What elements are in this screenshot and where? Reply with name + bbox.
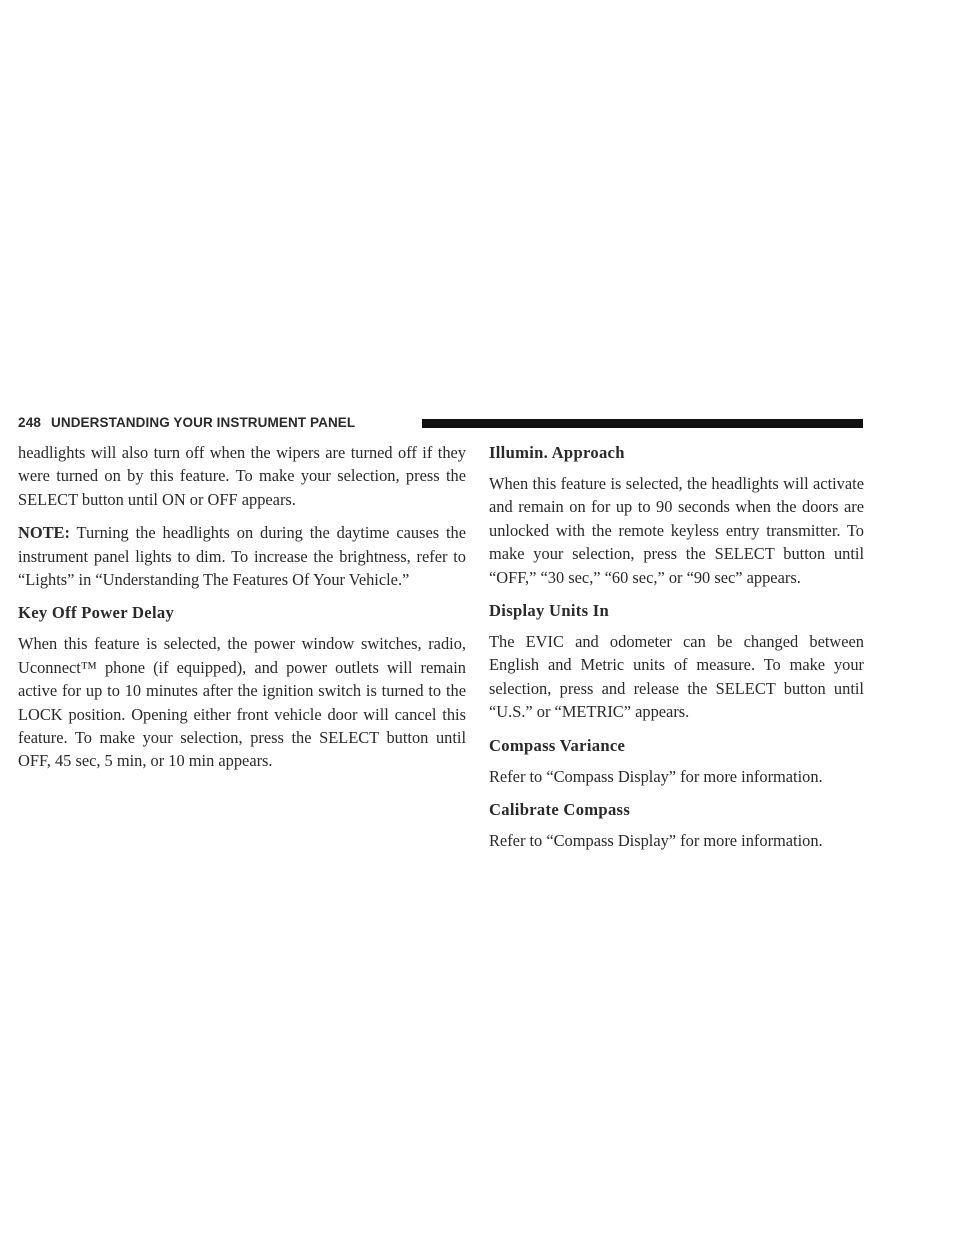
illumin-approach-heading: Illumin. Approach: [489, 443, 625, 462]
note-paragraph: [18, 521, 466, 591]
header-rule: [422, 419, 863, 428]
calibrate-compass-text: Refer to “Compass Display” for more information.: [489, 831, 823, 851]
calibrate-compass-heading: Calibrate Compass: [489, 800, 631, 820]
note-text: Turning the headlights on during the daytime causes the instrument panel lights to dim. To increase the brightness, refer to “Lights” in “Understanding The Features Of Your Vehicle.”: [18, 523, 466, 590]
key-off-power-delay-heading: Key Off Power Delay: [18, 603, 175, 623]
right-column: [489, 441, 864, 862]
illumin-approach-text: When this feature is selected, the headlights will activate and remain on for up to 90 seconds when the doors are unlocked with the remote keyless entry transmitter. To make your selection, press the SELECT button until “OFF,” “30 sec,” “60 sec,” or “90 sec” appears.: [489, 474, 864, 587]
compass-variance-text: Refer to “Compass Display” for more information.: [489, 766, 823, 786]
key-off-power-delay-text: When this feature is selected, the power window switches, radio, Uconnect™ phone (if equipped), and power outlets will remain active for up to 10 minutes after the ignition switch is turned to the LOCK position. Opening either front vehicle door will cancel this feature. To make your selection, press the SELECT button until OFF, 45 sec, 5 min, or 10 min appears.: [18, 634, 466, 771]
section-title: UNDERSTANDING YOUR INSTRUMENT PANEL: [51, 415, 356, 430]
continuation-paragraph: headlights will also turn off when the wipers are turned off if they were turned on by this feature. To make your selection, press the SELECT button until ON or OFF appears.: [18, 443, 466, 509]
left-column: [18, 441, 466, 783]
page-number: 248: [18, 415, 42, 430]
display-units-text: The EVIC and odometer can be changed between English and Metric units of measure. To make your selection, press and release the SELECT button until “U.S.” or “METRIC” appears.: [489, 632, 864, 722]
compass-variance-heading: Compass Variance: [489, 735, 626, 755]
display-units-heading: Display Units In: [489, 601, 610, 621]
note-label: NOTE:: [18, 523, 70, 543]
page-header: [18, 413, 863, 433]
